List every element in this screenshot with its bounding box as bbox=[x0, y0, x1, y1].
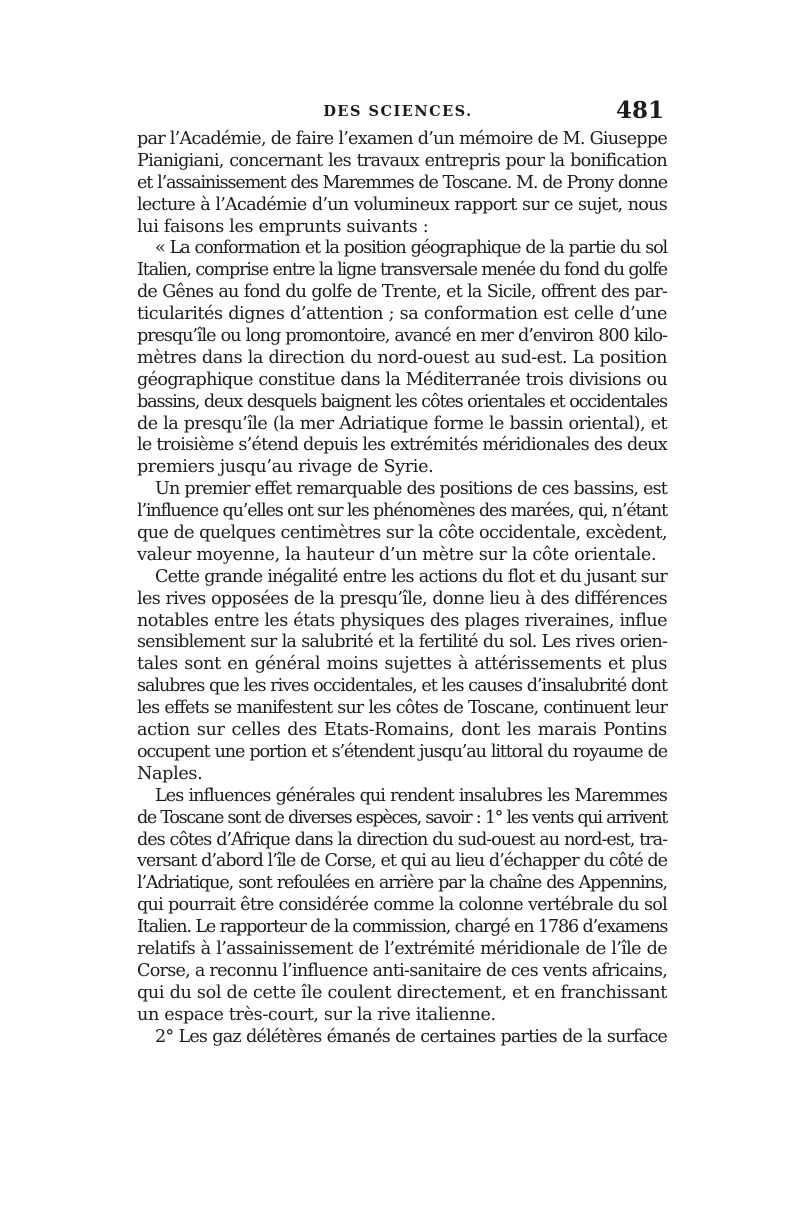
text-line: sensiblement sur la salubrité et la fertilité du sol. Les rives orien- bbox=[137, 632, 667, 653]
text-line: Pianigiani, concernant les travaux entrepris pour la bonification bbox=[137, 150, 667, 171]
text-line: et l’assainissement des Maremmes de Toscane. M. de Prony donne bbox=[137, 172, 667, 193]
text-line: 2° Les gaz délétères émanés de certaines parties de la surface bbox=[155, 1026, 667, 1047]
text-line: lui faisons les emprunts suivants : bbox=[137, 216, 429, 237]
text-line: de Gênes au fond du golfe de Trente, et la Sicile, offrent des par- bbox=[137, 282, 667, 303]
text-line: relatifs à l’assainissement de l’extrémité méridionale de l’île de bbox=[137, 938, 667, 959]
text-line: Italien. Le rapporteur de la commission, chargé en 1786 d’examens bbox=[137, 917, 668, 938]
text-line: « La conformation et la position géographique de la partie du sol bbox=[155, 238, 667, 259]
body-text bbox=[137, 129, 667, 1048]
text-line: ticularités dignes d’attention ; sa conformation est celle d’une bbox=[137, 304, 667, 325]
text-line: les effets se manifestent sur les côtes de Toscane, continuent leur bbox=[137, 698, 667, 719]
text-line: que de quelques centimètres sur la côte occidentale, excèdent, bbox=[137, 523, 667, 544]
text-line: notables entre les états physiques des plages riveraines, influe bbox=[137, 610, 667, 631]
text-line: le troisième s’étend depuis les extrémités méridionales des deux bbox=[137, 435, 667, 456]
text-line: versant d’abord l’île de Corse, et qui au lieu d’échapper du côté de bbox=[137, 851, 667, 872]
page-number: 481 bbox=[615, 97, 664, 124]
text-line: occupent une portion et s’étendent jusqu’au littoral du royaume de bbox=[137, 741, 667, 762]
text-line: des côtes d’Afrique dans la direction du sud-ouest au nord-est, tra- bbox=[137, 829, 667, 850]
running-head: DES SCIENCES. bbox=[323, 103, 473, 120]
text-line: qui pourrait être considérée comme la colonne vertébrale du sol bbox=[137, 895, 667, 916]
text-line: tales sont en général moins sujettes à attérissements et plus bbox=[137, 654, 667, 675]
text-line: de Toscane sont de diverses espèces, savoir : 1° les vents qui arrivent bbox=[137, 807, 667, 828]
text-line: presqu’île ou long promontoire, avancé en mer d’environ 800 kilo- bbox=[137, 326, 667, 347]
text-line: valeur moyenne, la hauteur d’un mètre sur la côte orientale. bbox=[137, 544, 657, 565]
text-line: Corse, a reconnu l’influence anti-sanitaire de ces vents africains, bbox=[137, 960, 668, 981]
text-line: action sur celles des Etats-Romains, dont les marais Pontins bbox=[137, 720, 667, 741]
text-line: bassins, deux desquels baignent les côtes orientales et occidentales bbox=[137, 391, 667, 412]
text-line: les rives opposées de la presqu’île, donne lieu à des différences bbox=[137, 588, 667, 609]
text-line: lecture à l’Académie d’un volumineux rapport sur ce sujet, nous bbox=[137, 194, 667, 215]
text-line: salubres que les rives occidentales, et les causes d’insalubrité dont bbox=[137, 676, 667, 697]
text-line: de la presqu’île (la mer Adriatique forme le bassin oriental), et bbox=[137, 413, 667, 434]
text-line: géographique constitue dans la Méditerranée trois divisions ou bbox=[137, 369, 667, 390]
text-line: par l’Académie, de faire l’examen d’un mémoire de M. Giuseppe bbox=[137, 129, 667, 149]
text-line: qui du sol de cette île coulent directement, et en franchissant bbox=[137, 982, 667, 1003]
text-line: un espace très-court, sur la rive italienne. bbox=[137, 1004, 496, 1025]
text-line: Naples. bbox=[137, 763, 203, 784]
text-line: Les influences générales qui rendent insalubres les Maremmes bbox=[155, 785, 667, 806]
text-line: l’Adriatique, sont refoulées en arrière par la chaîne des Appennins, bbox=[137, 873, 667, 894]
text-line: mètres dans la direction du nord-ouest au sud-est. La position bbox=[137, 347, 667, 368]
text-line: Un premier effet remarquable des positions de ces bassins, est bbox=[155, 479, 667, 500]
text-line: l’influence qu’elles ont sur les phénomènes des marées, qui, n’étant bbox=[137, 501, 667, 522]
text-line: Italien, comprise entre la ligne transversale menée du fond du golfe bbox=[137, 260, 667, 281]
page-header bbox=[132, 97, 664, 129]
text-line: Cette grande inégalité entre les actions du flot et du jusant sur bbox=[155, 566, 667, 587]
text-line: premiers jusqu’au rivage de Syrie. bbox=[137, 457, 434, 478]
